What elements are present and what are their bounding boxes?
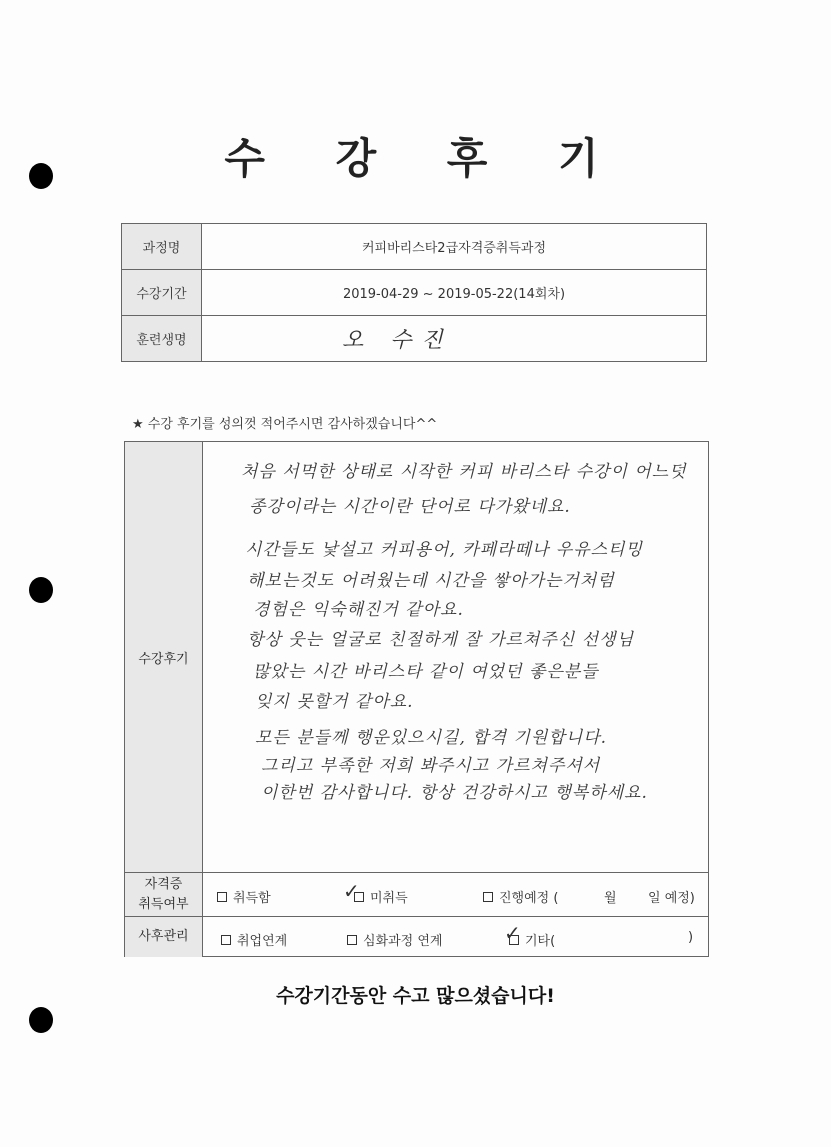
table-row: [122, 270, 707, 316]
certificate-label-line1: 자격증: [144, 876, 183, 892]
table-row: [122, 224, 707, 270]
certificate-row: [125, 872, 708, 916]
check-mark-icon: ✓: [504, 921, 521, 945]
page-title: 수 강 후 기: [224, 134, 627, 183]
punch-hole: [29, 577, 53, 603]
period-label: 수강기간: [122, 270, 202, 316]
handwritten-line: 항상 웃는 얼굴로 친절하게 잘 가르쳐주신 선생님: [247, 630, 634, 650]
checkbox[interactable]: [347, 935, 357, 945]
handwritten-line: 종강이라는 시간이란 단어로 다가왔네요.: [249, 497, 571, 517]
instruction-note: ★ 수강 후기를 성의껏 적어주시면 감사하겠습니다^^: [132, 417, 438, 432]
course-info-table: [121, 223, 707, 362]
option-label: 심화과정 연계: [363, 934, 443, 949]
review-form: [124, 441, 709, 957]
handwritten-line: 그리고 부족한 저희 봐주시고 가르쳐주셔서: [261, 756, 601, 776]
checkbox[interactable]: [483, 892, 493, 902]
handwritten-line: 많았는 시간 바리스타 같이 여었던 좋은분들: [253, 662, 599, 682]
aftercare-label: 사후관리: [125, 917, 203, 957]
other-close-paren: ): [688, 930, 694, 945]
trainee-name-handwritten: 오 수진: [342, 328, 453, 353]
handwritten-line: 시간들도 낯설고 커피용어, 카페라떼나 우유스티밍: [245, 540, 643, 560]
review-label: 수강후기: [125, 442, 203, 872]
certificate-option-acquired[interactable]: [217, 887, 271, 906]
review-handwritten-body: [203, 442, 708, 872]
handwritten-line: 해보는것도 어려웠는데 시간을 쌓아가는거처럼: [247, 571, 615, 591]
planned-day-label: 일 예정): [648, 891, 695, 906]
option-label: 진행예정 (: [499, 891, 559, 906]
certificate-label-line2: 취득여부: [138, 896, 189, 912]
checkbox[interactable]: [221, 935, 231, 945]
course-value: 커피바리스타2급자격증취득과정: [202, 224, 707, 270]
checkbox[interactable]: [217, 892, 227, 902]
aftercare-option-advanced[interactable]: [347, 930, 442, 949]
trainee-signature: [202, 316, 707, 362]
certificate-option-not-acquired[interactable]: [354, 887, 408, 906]
handwritten-line: 경험은 익숙해진거 같아요.: [253, 600, 464, 620]
option-label: 미취득: [370, 891, 408, 906]
certificate-option-planned[interactable]: [483, 887, 558, 906]
table-row: [122, 316, 707, 362]
aftercare-option-employment[interactable]: [221, 930, 287, 949]
closing-message: 수강기간동안 수고 많으셨습니다!: [276, 985, 555, 1007]
period-value: 2019-04-29 ~ 2019-05-22(14회차): [202, 270, 707, 316]
punch-hole: [29, 1007, 53, 1033]
trainee-label: 훈련생명: [122, 316, 202, 362]
aftercare-row: [125, 916, 708, 957]
option-label: 기타(: [525, 934, 556, 949]
handwritten-line: 처음 서먹한 상태로 시작한 커피 바리스타 수강이 어느덧: [241, 462, 687, 482]
option-label: 취득함: [233, 891, 271, 906]
check-mark-icon: ✓: [343, 879, 360, 903]
handwritten-line: 잊지 못할거 같아요.: [255, 692, 414, 712]
handwritten-line: 이한번 감사합니다. 항상 건강하시고 행복하세요.: [261, 783, 648, 803]
option-label: 취업연계: [237, 934, 288, 949]
course-label: 과정명: [122, 224, 202, 270]
handwritten-line: 모든 분들께 행운있으시길, 합격 기원합니다.: [255, 728, 608, 748]
certificate-label: [125, 873, 203, 916]
planned-month-label: 월: [604, 891, 617, 906]
